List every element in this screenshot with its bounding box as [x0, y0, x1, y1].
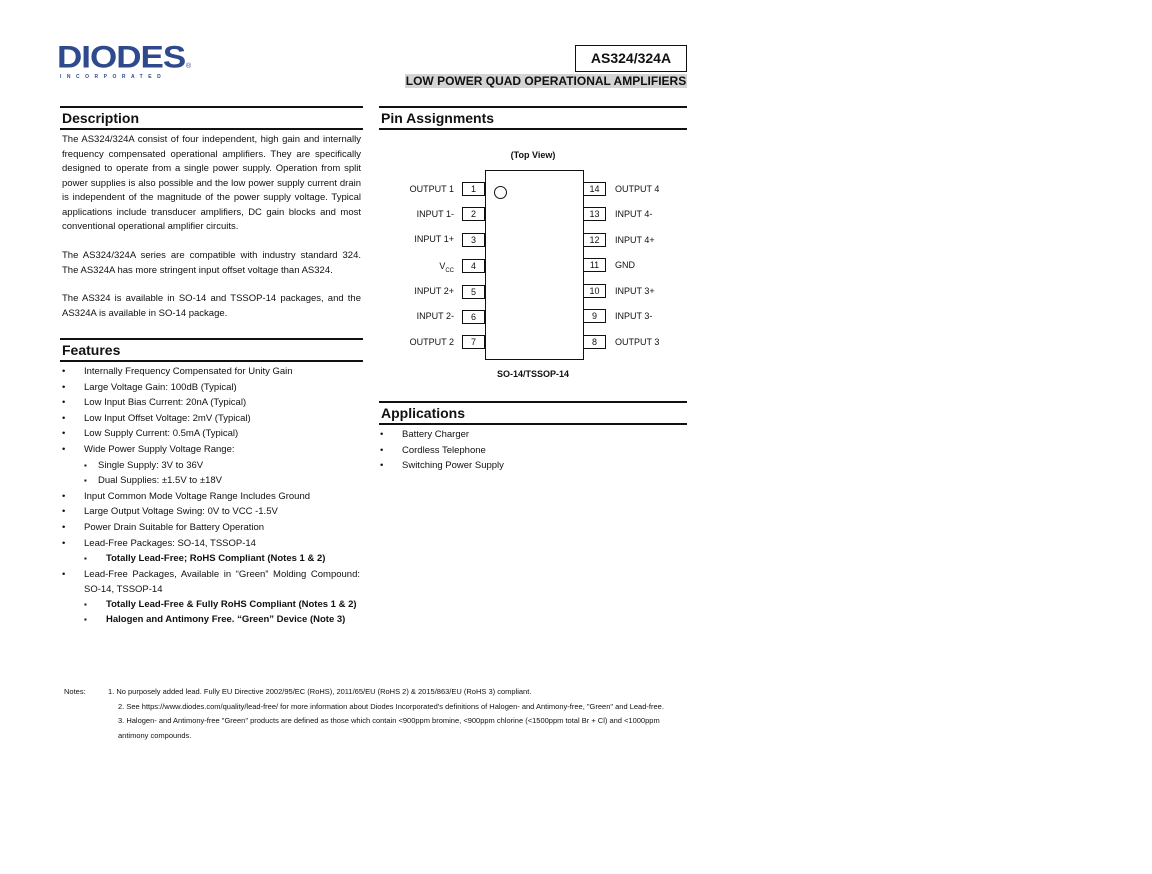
pin-number: 9 [583, 309, 606, 323]
list-subitem: ▪ Halogen and Antimony Free. “Green” Device (Note 3) [84, 614, 346, 626]
list-item: • Internally Frequency Compensated for Unity Gain [62, 366, 293, 377]
pin-label: INPUT 4+ [615, 235, 655, 245]
pin-number: 10 [583, 284, 606, 298]
list-item: • Low Input Offset Voltage: 2mV (Typical) [62, 412, 251, 424]
list-item: • Lead-Free Packages, Available in “Green” Molding Compound: SO-14, TSSOP-14 [62, 568, 360, 595]
pin-number: 4 [462, 259, 485, 273]
list-item: • Battery Charger [380, 429, 470, 440]
list-item: • Low Supply Current: 0.5mA (Typical) [62, 428, 239, 440]
note-2: 2. See https://www.diodes.com/quality/lead-free/ for more information about Diodes Incorporated’s definitions of Halogen- and Antimony-free, "Green" and Lead-free. [118, 701, 664, 711]
logo-subtext: INCORPORATED [60, 74, 167, 80]
pin-label: INPUT 3- [615, 311, 653, 321]
list-item: • Low Input Bias Current: 20nA (Typical) [62, 397, 247, 409]
list-subitem: ▪ Totally Lead-Free; RoHS Compliant (Notes 1 & 2) [84, 553, 326, 565]
pin1-indicator-icon [494, 186, 507, 199]
pin-number: 8 [583, 335, 606, 349]
description-heading: Description [60, 106, 363, 130]
list-item: • Power Drain Suitable for Battery Operation [62, 521, 265, 533]
list-item: • Switching Power Supply [380, 460, 504, 472]
features-list [62, 364, 362, 628]
pin-number: 6 [462, 310, 485, 324]
pin-number: 11 [583, 258, 606, 272]
document-subtitle: LOW POWER QUAD OPERATIONAL AMPLIFIERS [405, 74, 687, 88]
diodes-logo [57, 39, 193, 83]
top-view-label: (Top View) [510, 150, 556, 160]
part-number: AS324/324A [575, 45, 687, 72]
pin-label: INPUT 3+ [615, 286, 655, 296]
list-item: • Wide Power Supply Voltage Range: [62, 443, 235, 455]
list-subitem: ▪ Dual Supplies: ±1.5V to ±18V [84, 475, 222, 487]
pin-label: INPUT 1+ [414, 234, 454, 244]
pin-number: 5 [462, 285, 485, 299]
pin-label: INPUT 4- [615, 209, 653, 219]
list-item: • Input Common Mode Voltage Range Includes Ground [62, 490, 311, 502]
list-subitem: ▪ Single Supply: 3V to 36V [84, 459, 204, 471]
notes-label: Notes: [64, 687, 86, 696]
list-subitem: ▪ Totally Lead-Free & Fully RoHS Compliant (Notes 1 & 2) [84, 598, 357, 610]
description-paragraph-3: The AS324 is available in SO-14 and TSSOP-14 packages, and the AS324A is available in SO-14 package. [62, 293, 361, 319]
pin-number: 2 [462, 207, 485, 221]
applications-heading: Applications [379, 401, 687, 425]
description-paragraph-2: The AS324/324A series are compatible with industry standard 324. The AS324A has more stringent input offset voltage than AS324. [62, 250, 361, 276]
pin-assignments-heading: Pin Assignments [379, 106, 687, 130]
list-item: • Lead-Free Packages: SO-14, TSSOP-14 [62, 537, 256, 549]
list-item: • Large Output Voltage Swing: 0V to VCC -1.5V [62, 506, 278, 518]
pin-label: OUTPUT 3 [615, 337, 660, 347]
pin-label-vcc: $V_{CC}$ [439, 261, 454, 274]
note-1: 1. No purposely added lead. Fully EU Directive 2002/95/EC (RoHS), 2011/65/EU (RoHS 2) & 2015/863/EU (RoHS 3) compliant. [108, 687, 532, 696]
applications-list [380, 427, 680, 474]
notes-list [108, 685, 686, 743]
logo-wordmark: DIODES [57, 39, 186, 75]
pin-label: OUTPUT 2 [409, 337, 454, 347]
pin-number: 12 [583, 233, 606, 247]
pin-label: INPUT 1- [416, 209, 454, 219]
pin-number: 14 [583, 182, 606, 196]
features-heading: Features [60, 338, 363, 362]
list-item: • Large Voltage Gain: 100dB (Typical) [62, 381, 237, 393]
list-item: • Cordless Telephone [380, 444, 486, 456]
description-paragraph-1: The AS324/324A consist of four independent, high gain and internally frequency compensated operational amplifiers. They are specifically designed to operate from a single power supply. Operation from split power supplies is also possible and the low power supply current drain is independent of the magnitude of the power supply voltage. Typical applications include transducer amplifiers, DC gain blocks and most conventional operational amplifier circuits. [62, 134, 361, 232]
pin-number: 13 [583, 207, 606, 221]
note-3: 3. Halogen- and Antimony-free "Green" products are defined as those which contain <900ppm bromine, <900ppm chlorine (<1500ppm total Br + Cl) and <1000ppm antimony compounds. [118, 716, 660, 740]
pin-label: OUTPUT 1 [409, 184, 454, 194]
pin-label: INPUT 2+ [414, 286, 454, 296]
pin-number: 1 [462, 182, 485, 196]
pin-number: 3 [462, 233, 485, 247]
pin-number: 7 [462, 335, 485, 349]
logo-registered-mark: ® [186, 63, 192, 70]
pin-label: OUTPUT 4 [615, 184, 660, 194]
pin-label: INPUT 2- [416, 311, 454, 321]
package-label: SO-14/TSSOP-14 [496, 369, 570, 379]
pin-label: GND [615, 260, 635, 270]
